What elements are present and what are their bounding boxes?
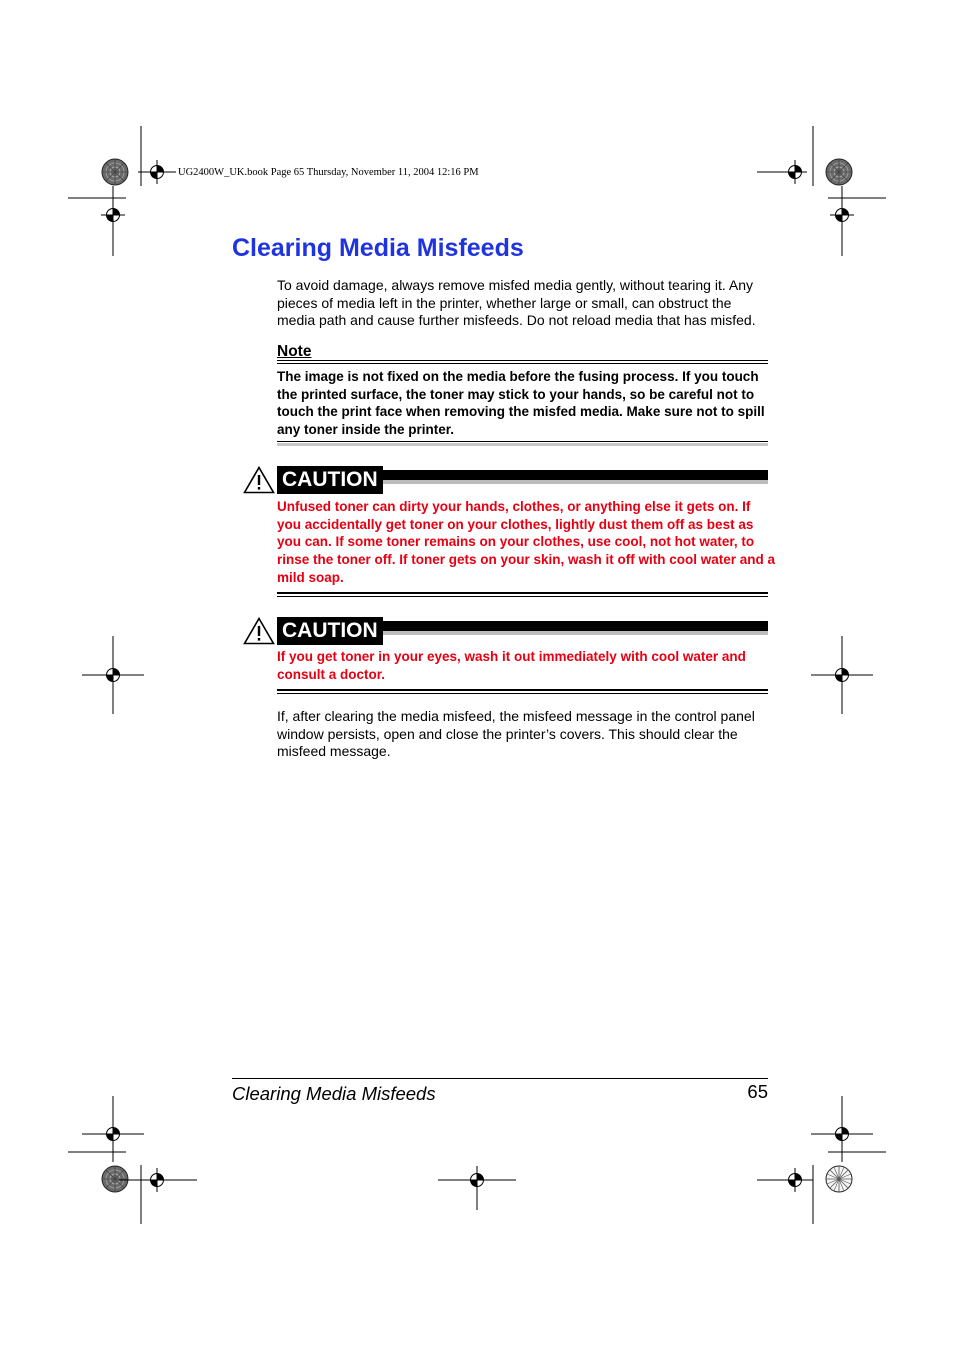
- note-text: The image is not fixed on the media before the fusing process. If you touch the printed surface, the toner may stick to your hands, so be careful not to touch the print face when removing the misfed media. Make sure not to spill any toner inside the printer.: [277, 369, 765, 438]
- caution-text: Unfused toner can dirty your hands, clothes, or anything else it gets on. If you accidentally get toner on your clothes, lightly dust them off as best as you can. If some toner remains on your clothes, use cool, not hot water, to rinse the toner off. If toner gets on your skin, wash it off with cool water and a mild soap.: [277, 499, 776, 585]
- warning-triangle-icon: [243, 466, 275, 494]
- caution-label: CAUTION: [277, 466, 383, 494]
- caution-bottom-rule-thin: [277, 596, 768, 597]
- note-bottom-shadow: [277, 443, 768, 446]
- warning-triangle-icon: [243, 617, 275, 645]
- caution-text: If you get toner in your eyes, wash it out immediately with cool water and consult a doctor.: [277, 649, 746, 682]
- intro-paragraph: To avoid damage, always remove misfed media gently, without tearing it. Any pieces of media left in the printer, whether large or small, can obstruct the media path and cause further misfeeds. Do not reload media that has misfed.: [277, 277, 756, 329]
- caution-bottom-rule: [277, 592, 768, 594]
- note-heading: Note: [277, 343, 312, 360]
- caution-label: CAUTION: [277, 617, 383, 645]
- page-number: 65: [747, 1081, 768, 1102]
- caution-bottom-rule: [277, 689, 768, 691]
- closing-paragraph: If, after clearing the media misfeed, the misfeed message in the control panel window persists, open and close the printer’s covers. This should clear the misfeed message.: [277, 708, 755, 760]
- note-bottom-rule: [277, 441, 768, 442]
- footer-rule: [232, 1078, 768, 1079]
- caution-bottom-rule-thin: [277, 693, 768, 694]
- note-rule: [277, 360, 768, 364]
- footer-section-title: Clearing Media Misfeeds: [232, 1083, 436, 1104]
- print-header-info: UG2400W_UK.book Page 65 Thursday, November 11, 2004 12:16 PM: [178, 167, 479, 178]
- page-title: Clearing Media Misfeeds: [232, 234, 524, 262]
